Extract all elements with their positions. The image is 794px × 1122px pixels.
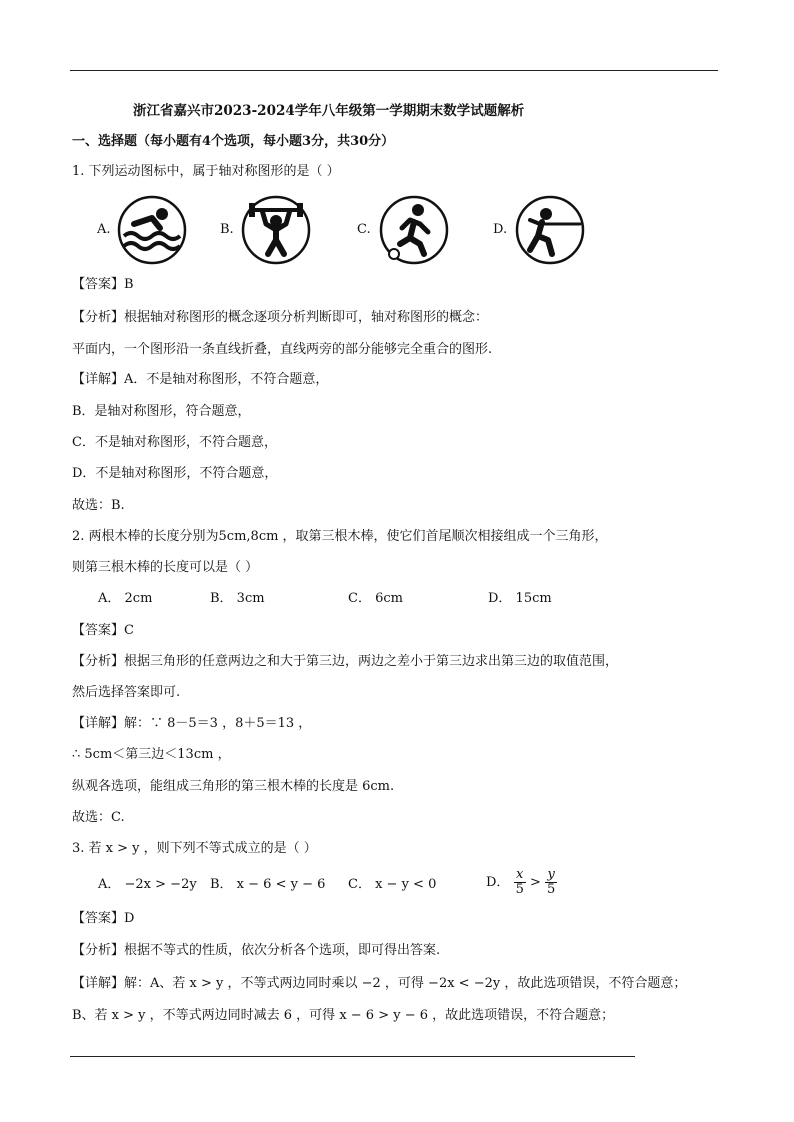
q2-detail-line3: 纵观各选项，能组成三角形的第三根木棒的长度是 6cm. (72, 779, 395, 794)
q3-stem: 3. 若 x > y ，则下列不等式成立的是（ ） (72, 841, 317, 856)
q1-detail-line2: B．是轴对称图形，符合题意， (72, 404, 251, 419)
q1-option-d-label: D. (493, 222, 508, 237)
q3-answer: 【答案】D (72, 911, 135, 926)
section-heading: 一、选择题（每小题有4个选项，每小题3分，共30分） (72, 134, 395, 149)
q3-option-d-label: D． (486, 875, 510, 890)
q2-option-d: D． 15cm (488, 591, 552, 606)
q2-choice: 故选：C. (72, 810, 125, 825)
q1-answer: 【答案】B (72, 277, 134, 292)
weightlifting-icon (240, 194, 312, 266)
q3-option-d-frac-y: $\frac{y}{5}$ (547, 867, 556, 897)
footer-rule (70, 1056, 635, 1057)
q1-analysis-line1: 【分析】根据轴对称图形的概念逐项分析判断即可，轴对称图形的概念： (72, 310, 489, 325)
fencing-icon (514, 194, 586, 266)
q2-stem-line2: 则第三根木棒的长度可以是（ ） (72, 560, 259, 575)
q1-analysis-line2: 平面内，一个图形沿一条直线折叠，直线两旁的部分能够完全重合的图形. (72, 342, 493, 357)
q3-detail-line1: 【详解】解：A、若 x > y ，不等式两边同时乘以 −2 ，可得 −2x < −2y ，故此选项错误，不符合题意； (72, 976, 687, 991)
q2-option-b: B． 3cm (210, 591, 265, 606)
q1-detail-line4: D．不是轴对称图形，不符合题意， (72, 466, 278, 481)
q2-stem-line1: 2. 两根木棒的长度分别为5cm,8cm ，取第三根木棒，使它们首尾顺次相接组成一个三角形， (72, 529, 608, 544)
q3-analysis: 【分析】根据不等式的性质，依次分析各个选项，即可得出答案. (72, 943, 441, 958)
q1-option-c-label: C. (357, 222, 371, 237)
q1-option-a-label: A. (97, 222, 111, 237)
swimming-icon (116, 194, 188, 266)
q3-option-d-gt: > (530, 875, 541, 890)
header-rule (70, 70, 718, 71)
q2-option-a: A． 2cm (98, 591, 153, 606)
q2-analysis-line2: 然后选择答案即可. (72, 685, 181, 700)
q1-stem: 1. 下列运动图标中，属于轴对称图形的是（ ） (72, 164, 340, 179)
q2-option-c: C． 6cm (348, 591, 403, 606)
q3-option-d-frac-x: $\frac{x}{5}$ (515, 867, 524, 897)
page-title: 浙江省嘉兴市2023-2024学年八年级第一学期期末数学试题解析 (133, 103, 525, 119)
q1-choice: 故选：B. (72, 498, 125, 513)
q3-detail-line2: B、若 x > y ，不等式两边同时减去 6 ，可得 x − 6 > y − 6 ，故此选项错误，不符合题意； (72, 1008, 615, 1023)
q3-option-b: B． x − 6 < y − 6 (210, 877, 326, 892)
q2-detail-line2: ∴ 5cm＜第三边＜13cm ， (72, 747, 231, 762)
q2-detail-line1: 【详解】解：∵ 8－5＝3 ，8＋5＝13 ， (72, 716, 312, 731)
q3-option-a: A． −2x > −2y (98, 877, 197, 892)
q2-answer: 【答案】C (72, 623, 134, 638)
q1-option-b-label: B. (220, 222, 234, 237)
running-icon (378, 194, 450, 266)
q1-detail-line1: 【详解】A．不是轴对称图形，不符合题意， (72, 372, 329, 387)
q3-option-c: C． x − y < 0 (348, 877, 437, 892)
q2-analysis-line1: 【分析】根据三角形的任意两边之和大于第三边，两边之差小于第三边求出第三边的取值范围， (72, 654, 619, 669)
q1-detail-line3: C．不是轴对称图形，不符合题意， (72, 435, 277, 450)
q3-option-d (486, 868, 557, 897)
